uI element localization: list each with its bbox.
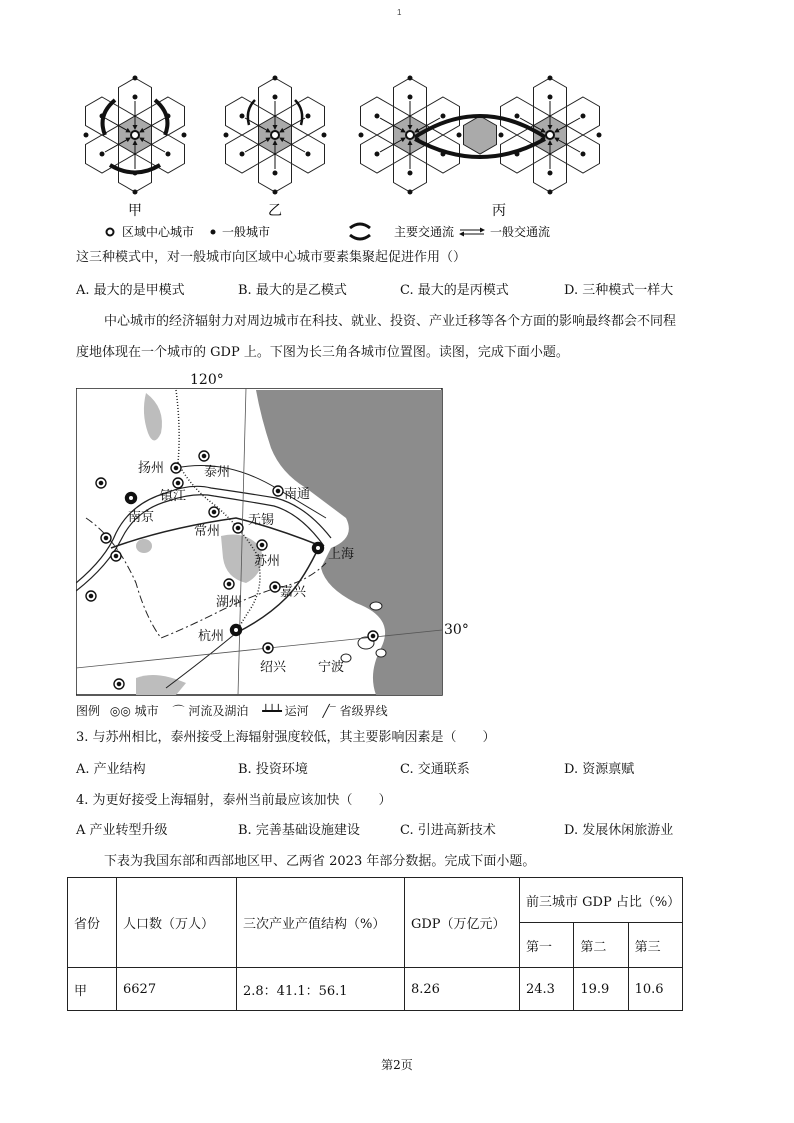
page-marker: 1 xyxy=(397,8,402,17)
q1-option-b: B. 最大的是乙模式 xyxy=(238,283,347,298)
intro3: 下表为我国东部和西部地区甲、乙两省 2023 年部分数据。完成下面小题。 xyxy=(104,854,536,869)
page-footer: 第2页 xyxy=(381,1058,413,1072)
river-symbol-icon: ⌒ xyxy=(172,704,185,718)
city-huzhou: 湖州 xyxy=(216,595,243,610)
q4-option-a: A 产业转型升级 xyxy=(76,823,168,838)
model-yi xyxy=(224,76,327,195)
map-legend xyxy=(76,702,388,720)
model-bing xyxy=(359,76,602,195)
cell-structure: 2.8：41.1：56.1 xyxy=(237,968,405,1011)
main-flow-icon xyxy=(350,224,370,239)
legend-general-city: 一般城市 xyxy=(222,225,271,239)
legend-title: 图例 xyxy=(76,704,101,718)
city-shaoxing: 绍兴 xyxy=(260,660,287,675)
center-city-icon xyxy=(107,229,114,236)
q1-option-d: D. 三种模式一样大 xyxy=(564,283,674,298)
model-jia xyxy=(84,76,187,195)
q3-option-a: A. 产业结构 xyxy=(76,762,146,777)
q1-option-a: A. 最大的是甲模式 xyxy=(76,283,185,298)
city-jiaxing: 嘉兴 xyxy=(280,585,307,600)
cell-province: 甲 xyxy=(68,968,117,1011)
city-ningbo: 宁波 xyxy=(318,660,345,675)
q4-stem: 4. 为更好接受上海辐射，泰州当前最应该加快（ ） xyxy=(76,793,392,808)
province-data-table xyxy=(67,877,683,1011)
th-third: 第三 xyxy=(628,923,682,968)
cell-second: 19.9 xyxy=(574,968,628,1011)
city-shanghai: 上海 xyxy=(328,547,355,562)
hexagon-models-figure xyxy=(60,75,620,245)
city-suzhou: 苏州 xyxy=(254,554,281,569)
city-hangzhou: 杭州 xyxy=(198,629,225,644)
q3-stem: 3. 与苏州相比，泰州接受上海辐射强度较低，其主要影响因素是（ ） xyxy=(76,730,496,745)
th-top3: 前三城市 GDP 占比（%） xyxy=(520,878,683,923)
intro2-line1: 中心城市的经济辐射力对周边城市在科技、就业、投资、产业迁移等各个方面的影响最终都会不同程 xyxy=(104,314,677,329)
legend-main-flow: 主要交通流 xyxy=(394,225,455,239)
city-changzhou: 常州 xyxy=(194,524,221,539)
q1-stem: 这三种模式中，对一般城市向区域中心城市要素集聚起促进作用（） xyxy=(76,250,467,265)
legend-canal: 运河 xyxy=(284,704,309,718)
boundary-symbol-icon: ╱‾ xyxy=(322,704,336,718)
th-gdp: GDP（万亿元） xyxy=(405,878,520,968)
cell-third: 10.6 xyxy=(628,968,682,1011)
cell-gdp: 8.26 xyxy=(405,968,520,1011)
label-bing: 丙 xyxy=(492,203,506,219)
cell-first: 24.3 xyxy=(520,968,574,1011)
legend-center-city: 区域中心城市 xyxy=(122,225,195,239)
q1-option-c: C. 最大的是丙模式 xyxy=(400,283,509,298)
q3-option-b: B. 投资环境 xyxy=(238,762,308,777)
q4-option-c: C. 引进高新技术 xyxy=(400,823,496,838)
legend-general-flow: 一般交通流 xyxy=(490,225,551,239)
city-symbol-icon: ◎◎ xyxy=(109,704,131,718)
q3-option-d: D. 资源禀赋 xyxy=(564,762,635,777)
yangtze-delta-map xyxy=(76,388,446,698)
label-yi: 乙 xyxy=(268,203,282,219)
city-yangzhou: 扬州 xyxy=(138,461,165,476)
th-province: 省份 xyxy=(68,878,117,968)
legend-river: 河流及湖泊 xyxy=(188,704,249,718)
q4-option-b: B. 完善基础设施建设 xyxy=(238,823,360,838)
table-row xyxy=(68,968,683,1011)
th-population: 人口数（万人） xyxy=(117,878,237,968)
label-jia: 甲 xyxy=(128,203,142,219)
cell-population: 6627 xyxy=(117,968,237,1011)
city-nanjing: 南京 xyxy=(128,510,155,525)
lon-label: 120° xyxy=(190,372,224,388)
intro2-line2: 度地体现在一个城市的 GDP 上。下图为长三角各城市位置图。读图，完成下面小题。 xyxy=(76,345,569,360)
legend-boundary: 省级界线 xyxy=(339,704,388,718)
city-zhenjiang: 镇江 xyxy=(160,489,187,504)
legend-city: 城市 xyxy=(134,704,159,718)
th-first: 第一 xyxy=(520,923,574,968)
city-taizhou: 泰州 xyxy=(204,465,231,480)
canal-symbol-icon: ┷┷┷ xyxy=(262,704,281,718)
q3-option-c: C. 交通联系 xyxy=(400,762,470,777)
lat-label: 30° xyxy=(444,622,469,638)
th-second: 第二 xyxy=(574,923,628,968)
th-structure: 三次产业产值结构（%） xyxy=(237,878,405,968)
general-city-icon xyxy=(211,230,216,235)
q4-option-d: D. 发展休闲旅游业 xyxy=(564,823,674,838)
city-nantong: 南通 xyxy=(284,487,311,502)
city-wuxi: 无锡 xyxy=(248,513,275,528)
general-flow-icon xyxy=(460,230,484,234)
